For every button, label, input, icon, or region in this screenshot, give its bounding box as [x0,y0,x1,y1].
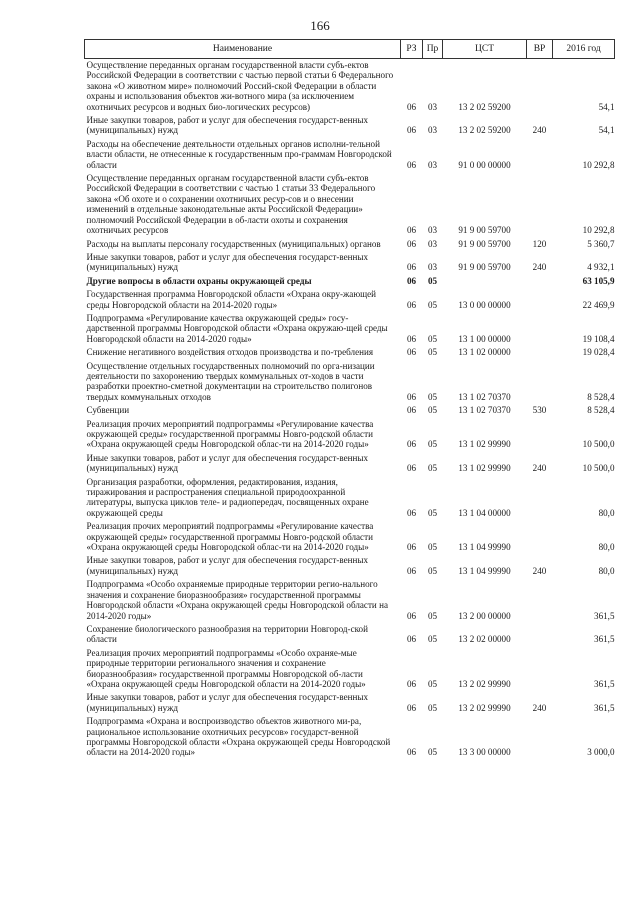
row-vr [527,138,553,172]
row-rz: 06 [406,463,417,474]
row-name: Подпрограмма «Регулирование качества окружающей среды» госу-дарственной программы Новгородской области «Охрана окружаю-щей среды Новгородской области на 2014-2020 годы» [86,312,388,344]
row-rz: 06 [406,678,417,689]
row-amount: 10 292,8 [582,159,615,170]
row-name: Сохранение биологического разнообразия на территории Новгород-ской области [86,623,368,645]
row-vr: 240 [532,125,547,136]
row-pr: 05 [427,542,438,553]
row-name: Подпрограмма «Особо охраняемые природные территории регио-нального значения и сохранение биоразнообразия» государственной программы Новгородской области «Охрана окружающей среды Новгородской области на 2014-2020 годы» [86,579,388,621]
table-body [85,59,615,760]
row-name: Подпрограмма «Охрана и воспроизводство объектов животного ми-ра, рациональное использование охотничьих ресурсов» государст-венной программы Новгородской области «Охрана окружающей среды Новгородской области на 2014-2020 годы» [86,716,391,758]
row-rz: 06 [406,702,417,713]
row-name: Иные закупки товаров, работ и услуг для обеспечения государст-венных (муниципальных) нужд [86,452,369,474]
row-rz: 06 [406,565,417,576]
row-pr: 05 [427,463,438,474]
row-cst: 13 1 02 70370 [458,405,511,416]
row-vr: 240 [532,463,547,474]
table-row [85,251,615,275]
page-number: 166 [310,18,330,33]
row-amount: 19 028,4 [582,347,615,358]
row-cst: 91 9 00 59700 [458,262,511,273]
row-rz: 06 [406,391,417,402]
row-cst: 13 2 02 99990 [458,678,511,689]
row-vr: 240 [532,565,547,576]
row-rz: 06 [406,159,417,170]
row-amount: 3 000,0 [587,747,615,758]
row-rz: 06 [406,225,417,236]
row-vr [527,520,553,554]
row-name: Организация разработки, оформления, редактирования, издания, тиражирования и распространения специальной природоохранной литературы, выпуска циклов теле- и радиопередач, посвященных охране окружающей среды [86,476,369,518]
row-pr: 05 [427,702,438,713]
row-cst: 13 1 00 00000 [458,333,511,344]
row-rz: 06 [406,610,417,621]
row-amount: 361,5 [594,634,615,645]
row-name: Расходы на обеспечение деятельности отдельных органов исполни-тельной власти области, не отнесенные к государственным про-граммам Новгородской области [86,138,392,170]
row-cst: 13 1 02 00000 [458,347,511,358]
table-row [85,312,615,346]
header-vr: ВР [527,40,553,59]
table-row [85,404,615,417]
row-rz: 06 [406,347,417,358]
row-vr [527,715,553,760]
row-vr [527,578,553,623]
row-rz: 06 [406,439,417,450]
row-amount: 63 105,9 [582,275,615,286]
table-row [85,59,615,115]
row-vr: 240 [532,702,547,713]
row-amount: 22 469,9 [582,299,615,310]
row-cst: 13 1 02 99990 [458,439,511,450]
row-cst: 91 9 00 59700 [458,238,511,249]
row-cst: 13 1 04 00000 [458,507,511,518]
row-name: Государственная программа Новгородской области «Охрана окру-жающей среды Новгородской области на 2014-2020 годы» [86,289,377,310]
row-rz: 06 [406,125,417,136]
row-pr: 05 [427,391,438,402]
table-row [85,238,615,251]
row-vr [527,288,553,312]
header-amount: 2016 год [553,40,615,59]
header-rz: РЗ [401,40,423,59]
row-rz: 06 [406,238,417,249]
row-amount: 54,1 [598,125,615,136]
budget-table [84,39,615,760]
row-pr: 03 [427,101,438,112]
row-cst: 91 9 00 59700 [458,225,511,236]
row-vr [527,312,553,346]
row-cst: 13 2 02 00000 [458,634,511,645]
table-row [85,346,615,359]
row-amount: 4 932,1 [587,262,615,273]
row-vr [527,275,553,288]
row-rz: 06 [406,333,417,344]
table-row [85,360,615,405]
row-amount: 10 292,8 [582,225,615,236]
row-vr [527,346,553,359]
row-cst: 13 1 02 99990 [458,463,511,474]
table-row [85,578,615,623]
row-pr: 03 [427,159,438,170]
row-amount: 361,5 [594,610,615,621]
row-amount: 361,5 [594,702,615,713]
row-rz: 06 [406,299,417,310]
row-name: Иные закупки товаров, работ и услуг для обеспечения государст-венных (муниципальных) нужд [86,692,369,713]
row-cst: 13 1 04 99990 [458,542,511,553]
row-name: Реализация прочих мероприятий подпрограммы «Регулирование качества окружающей среды» государственной программы Новго-родской области «Охрана окружающей среды Новгородской облас-ти на 2014-2020 годы» [86,418,374,450]
row-vr [527,59,553,115]
row-pr: 05 [427,299,438,310]
row-amount: 80,0 [598,565,615,576]
row-pr: 03 [427,125,438,136]
row-name: Иные закупки товаров, работ и услуг для обеспечения государст-венных (муниципальных) нужд [86,115,369,136]
row-cst: 13 1 02 70370 [458,391,511,402]
table-row [85,691,615,715]
row-rz: 06 [406,634,417,645]
row-pr: 05 [427,747,438,758]
row-name: Субвенции [86,405,130,416]
row-pr: 05 [427,507,438,518]
row-pr: 05 [427,275,438,286]
row-name: Реализация прочих мероприятий подпрограммы «Регулирование качества окружающей среды» государственной программы Новго-родской области «Охрана окружающей среды Новгородской облас-ти на 2014-2020 годы» [86,521,374,553]
row-vr [527,360,553,405]
table-row [85,138,615,172]
row-amount: 80,0 [598,542,615,553]
row-vr [527,623,553,647]
row-amount: 8 528,4 [587,405,615,416]
table-row [85,114,615,138]
row-cst: 13 2 02 59200 [458,101,511,112]
header-pr: Пр [423,40,443,59]
row-name: Осуществление переданных органам государственной власти субъ-ектов Российской Федерации в соответствии с частью 1 статьи 33 Федерального закона «Об охоте и о сохранении охотничьих ресур-сов и о внесении изменений в отдельные законодательные акты Российской Федерации» полномочий Российской Федерации в об-ласти охоты и сохранения охотничьих ресурсов [86,173,376,236]
row-vr: 120 [532,238,547,249]
row-pr: 03 [427,262,438,273]
row-pr: 05 [427,439,438,450]
row-amount: 5 360,7 [587,238,615,249]
row-amount: 361,5 [594,678,615,689]
row-rz: 06 [406,101,417,112]
row-vr [527,647,553,692]
row-name: Реализация прочих мероприятий подпрограммы «Особо охраняе-мые природные территории регионального значения и сохранение биоразнообразия» государственной программы Новгородской об-ласти «Охрана окружающей среды Новгородской области на 2014-2020 годы» [86,647,366,689]
row-rz: 06 [406,405,417,416]
table-row [85,715,615,760]
row-amount: 10 500,0 [582,439,615,450]
row-amount: 8 528,4 [587,391,615,402]
row-vr [527,476,553,521]
row-vr: 530 [532,405,547,416]
table-row [85,288,615,312]
row-amount: 19 108,4 [582,333,615,344]
row-pr: 05 [427,634,438,645]
row-vr [527,418,553,452]
row-cst: 13 2 02 99990 [458,702,511,713]
header-cst: ЦСТ [443,40,527,59]
row-cst: 13 2 00 00000 [458,610,511,621]
row-pr: 05 [427,610,438,621]
row-vr [527,172,553,237]
table-row [85,275,615,288]
table-row [85,418,615,452]
row-name: Другие вопросы в области охраны окружающей среды [86,275,312,286]
row-name: Расходы на выплаты персоналу государственных (муниципальных) органов [86,238,381,249]
row-amount: 10 500,0 [582,463,615,474]
row-cst [443,275,527,288]
table-row [85,520,615,554]
table-row [85,172,615,237]
row-cst: 13 2 02 59200 [458,125,511,136]
row-rz: 06 [406,747,417,758]
row-pr: 05 [427,565,438,576]
row-pr: 05 [427,347,438,358]
row-vr: 240 [532,262,547,273]
row-pr: 05 [427,405,438,416]
row-rz: 06 [406,262,417,273]
header-name: Наименование [85,40,401,59]
row-cst: 13 3 00 00000 [458,747,511,758]
row-cst: 91 0 00 00000 [458,159,511,170]
table-row [85,452,615,476]
row-pr: 03 [427,238,438,249]
row-amount: 54,1 [598,101,615,112]
table-row [85,623,615,647]
row-rz: 06 [406,275,417,286]
table-row [85,554,615,578]
row-cst: 13 0 00 00000 [458,299,511,310]
row-name: Иные закупки товаров, работ и услуг для обеспечения государст-венных (муниципальных) нужд [86,555,369,576]
table-header-row [85,40,615,59]
table-row [85,476,615,521]
row-name: Осуществление отдельных государственных полномочий по орга-низации деятельности по захоронению твердых коммунальных от-ходов в части разработки проектно-сметной документации на строительство полигонов твердых коммунальных отходов [86,360,375,402]
table-row [85,647,615,692]
row-cst: 13 1 04 99990 [458,565,511,576]
row-pr: 05 [427,333,438,344]
row-pr: 05 [427,678,438,689]
row-pr: 03 [427,225,438,236]
row-rz: 06 [406,507,417,518]
row-name: Иные закупки товаров, работ и услуг для обеспечения государст-венных (муниципальных) нужд [86,251,369,273]
row-name: Осуществление переданных органам государственной власти субъ-ектов Российской Федерации в соответствии с частью первой статьи 6 Федерального закона «О животном мире» полномочий Россий-ской Федерации в области охраны и использования объектов жи-вотного мира (за исключением охотничьих ресурсов и водных био-логических ресурсов) [86,60,394,112]
row-name: Снижение негативного воздействия отходов производства и по-требления [86,347,374,358]
row-amount: 80,0 [598,507,615,518]
row-rz: 06 [406,542,417,553]
